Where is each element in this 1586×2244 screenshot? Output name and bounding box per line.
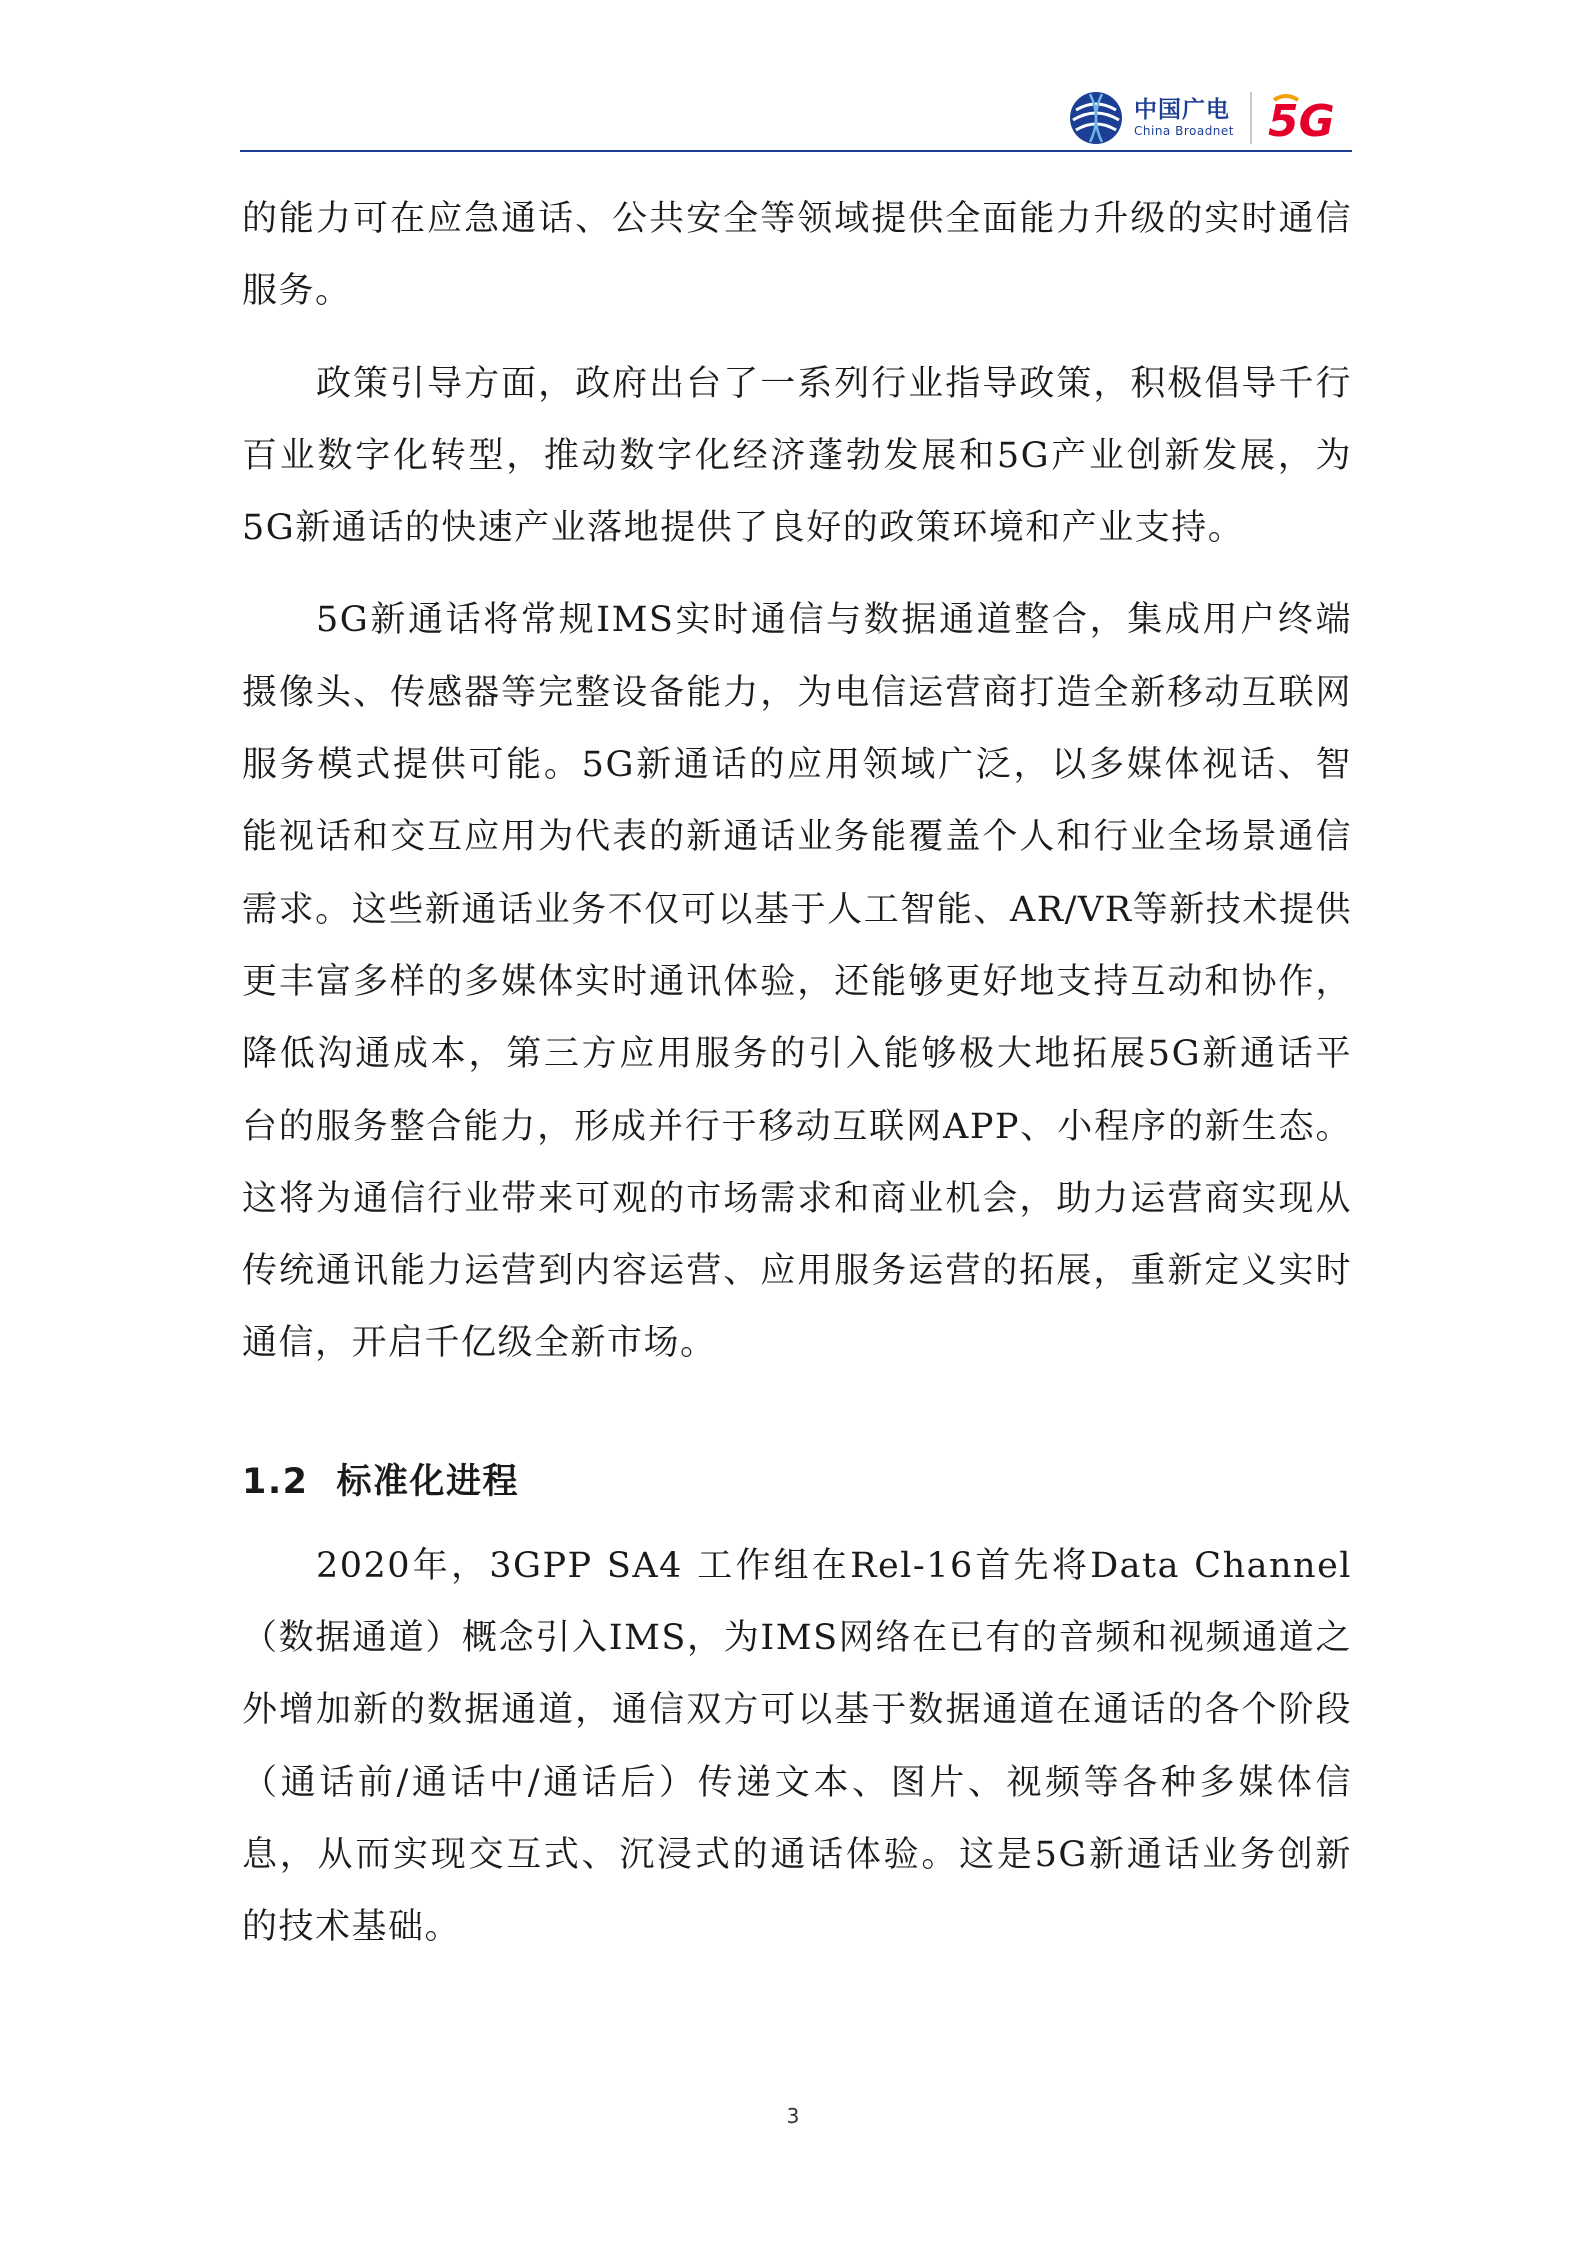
header-logo (1068, 86, 1350, 150)
page-number: 3 (786, 2104, 800, 2128)
5g-logo-icon (1264, 90, 1350, 146)
paragraph-continued: 的能力可在应急通话、公共安全等领域提供全面能力升级的实时通信服务。 (242, 199, 1352, 312)
section-title: 标准化进程 (336, 1461, 520, 1502)
china-broadnet-globe-icon (1068, 90, 1124, 146)
paragraph-5g-new-calling: 5G新通话将常规IMS实时通信与数据通道整合，集成用户终端摄像头、传感器等完整设备能力，为电信运营商打造全新移动互联网服务模式提供可能。5G新通话的应用领域广泛，以多媒体视话、智能视话和交互应用为代表的新通话业务能覆盖个人和行业全场景通信需求。这些新通话业务不仅可以基于人工智能、AR/VR等新技术提供更丰富多样的多媒体实时通讯体验，还能够更好地支持互动和协作，降低沟通成本，第三方应用服务的引入能够极大地拓展5G新通话平台的服务整合能力，形成并行于移动互联网APP、小程序的新生态。这将为通信行业带来可观的市场需求和商业机会，助力运营商实现从传统通讯能力运营到内容运营、应用服务运营的拓展，重新定义实时通信，开启千亿级全新市场。 (242, 600, 1352, 1364)
section-number: 1.2 (242, 1461, 309, 1502)
page-body (242, 183, 1352, 1964)
paragraph-standardization: 2020年，3GPP SA4 工作组在Rel-16首先将Data Channel（数据通道）概念引入IMS，为IMS网络在已有的音频和视频通道之外增加新的数据通道，通信双方可以基于数据通道在通话的各个阶段（通话前/通话中/通话后）传递文本、图片、视频等各种多媒体信息，从而实现交互式、沉浸式的通话体验。这是5G新通话业务创新的技术基础。 (242, 1545, 1352, 1948)
paragraph-policy: 政策引导方面，政府出台了一系列行业指导政策，积极倡导千行百业数字化转型，推动数字化经济蓬勃发展和5G产业创新发展，为5G新通话的快速产业落地提供了良好的政策环境和产业支持。 (242, 363, 1352, 549)
5g-badge-text: 5G (1268, 96, 1335, 146)
brand-name (1134, 97, 1234, 139)
brand-name-cn: 中国广电 (1134, 97, 1230, 123)
header-rule (240, 150, 1352, 152)
brand-name-en: China Broadnet (1134, 124, 1234, 138)
section-heading (242, 1446, 1352, 1518)
logo-divider (1250, 92, 1252, 144)
